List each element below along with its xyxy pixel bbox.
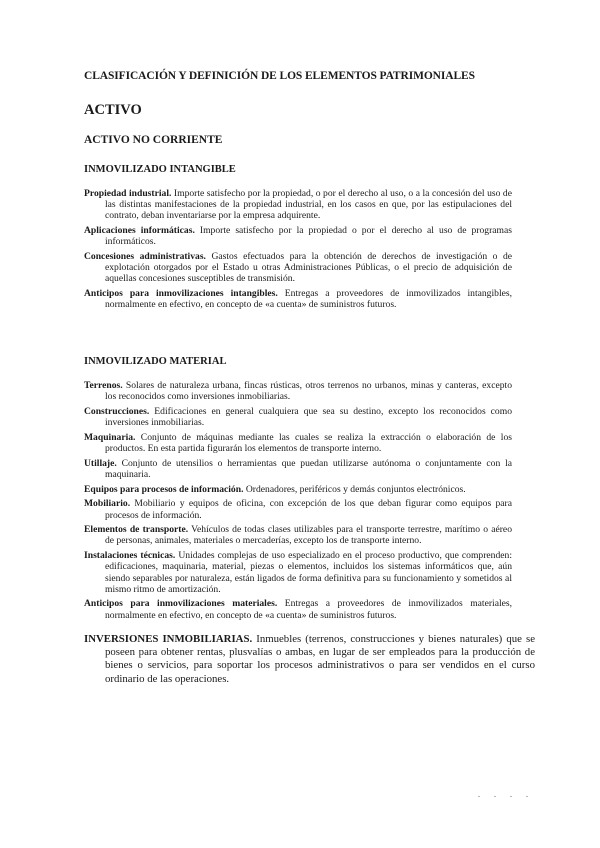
- entry-term: Equipos para procesos de información.: [84, 483, 244, 495]
- entry-text: Entregas a proveedores de inmovilizados intangibles, normalmente en efectivo, en concepto de «a cuenta» de suministros futuros.: [105, 288, 512, 311]
- entry-aplicaciones-informaticas: [84, 225, 512, 247]
- entry-construcciones: [84, 406, 512, 428]
- entry-text: Importe satisfecho por la propiedad, o por el derecho al uso, o a la concesión del uso de las distintas manifestaciones de la propiedad industrial, en los casos en que, por las estipulaciones del contrato, deban inventariarse por la empresa adquirente.: [105, 188, 512, 222]
- entry-term: Propiedad industrial.: [84, 188, 172, 199]
- inmovilizado-material-heading: INMOVILIZADO MATERIAL: [84, 356, 227, 367]
- entry-text: Conjunto de máquinas mediante las cuales se realiza la extracción o elaboración de los productos. En esta partida figurarán los elementos de transporte interno.: [105, 431, 512, 455]
- activo-no-corriente-heading: ACTIVO NO CORRIENTE: [84, 134, 223, 146]
- entry-term: Instalaciones técnicas.: [84, 550, 176, 562]
- entry-maquinaria: [84, 432, 512, 454]
- entry-anticipos-materiales: [84, 598, 512, 620]
- entry-text: Solares de naturaleza urbana, fincas rústicas, otros terrenos no urbanos, minas y canteras, excepto los reconocidos como inversiones inmobiliarias.: [105, 380, 512, 403]
- entry-elementos-transporte: [84, 524, 512, 546]
- entry-utillaje: [84, 458, 512, 480]
- material-entries: [84, 380, 512, 624]
- entry-text: Mobiliario y equipos de oficina, con excepción de los que deban figurar como equipos para procesos de información.: [105, 498, 512, 521]
- entry-term: Concesiones administrativas.: [84, 251, 206, 263]
- inversiones-text: Inmuebles (terrenos, construcciones y bienes naturales) que se poseen para obtener rentas, plusvalías o ambas, en lugar de ser empleados para la producción de bienes o servicios, para soportar los procesos administrativos o para ser vendidos en el curso ordinario de las operaciones.: [105, 633, 535, 685]
- entry-term: Terrenos.: [84, 380, 123, 391]
- entry-term: Aplicaciones informáticas.: [84, 225, 195, 237]
- inmovilizado-intangible-heading: INMOVILIZADO INTANGIBLE: [84, 164, 236, 175]
- entry-anticipos-intangibles: [84, 288, 512, 310]
- entry-term: Anticipos para inmovilizaciones intangibles.: [84, 288, 278, 300]
- entry-term: Construcciones.: [84, 405, 150, 417]
- entry-text: Conjunto de utensilios o herramientas que puedan utilizarse autónoma o conjuntamente con la maquinaria.: [105, 457, 512, 480]
- entry-text: Ordenadores, periféricos y demás conjuntos electrónicos.: [243, 483, 466, 495]
- intangible-entries: [84, 188, 512, 314]
- entry-terrenos: [84, 380, 512, 402]
- entry-term: Maquinaria.: [84, 431, 136, 443]
- entry-term: Anticipos para inmovilizaciones materiales.: [84, 598, 278, 610]
- inversiones-inmobiliarias-paragraph: [84, 633, 535, 686]
- activo-heading: ACTIVO: [84, 102, 142, 118]
- entry-text: Gastos efectuados para la obtención de derechos de investigación o de explotación otorgados por el Estado u otras Administraciones Públicas, o el precio de adquisición de aquellas concesiones susceptibles de transmisión.: [105, 251, 513, 285]
- inversiones-term: INVERSIONES INMOBILIARIAS.: [84, 633, 253, 645]
- entry-concesiones-administrativas: [84, 251, 512, 285]
- entry-text: Vehículos de todas clases utilizables para el transporte terrestre, marítimo o aéreo de personas, animales, materiales o mercaderías, excepto los de transporte interno.: [105, 524, 512, 547]
- entry-term: Mobiliario.: [84, 498, 131, 510]
- entry-text: Unidades complejas de uso especializado en el proceso productivo, que comprenden: edificaciones, maquinaria, material, piezas o elementos, incluidos los sistemas informáticos que, aún siendo separables por naturaleza, están ligados de forma definitiva para su funcionamiento y sometidos al mismo ritmo de amortización.: [105, 550, 512, 595]
- entry-text: Edificaciones en general cualquiera que sea su destino, excepto los reconocidos como inversiones inmobiliarias.: [105, 405, 512, 429]
- entry-text: Entregas a proveedores de inmovilizados materiales, normalmente en efectivo, en concepto de «a cuenta» de suministros futuros.: [105, 598, 513, 621]
- main-title: CLASIFICACIÓN Y DEFINICIÓN DE LOS ELEMENTOS PATRIMONIALES: [84, 70, 475, 82]
- footer-marks: . . . .: [478, 790, 534, 799]
- entry-instalaciones-tecnicas: [84, 550, 512, 595]
- entry-term: Elementos de transporte.: [84, 524, 189, 536]
- entry-mobiliario: [84, 498, 512, 520]
- entry-equipos-informacion: [84, 484, 512, 495]
- entry-propiedad-industrial: [84, 188, 512, 222]
- entry-term: Utillaje.: [84, 457, 117, 469]
- entry-text: Importe satisfecho por la propiedad o por el derecho al uso de programas informáticos.: [105, 225, 512, 248]
